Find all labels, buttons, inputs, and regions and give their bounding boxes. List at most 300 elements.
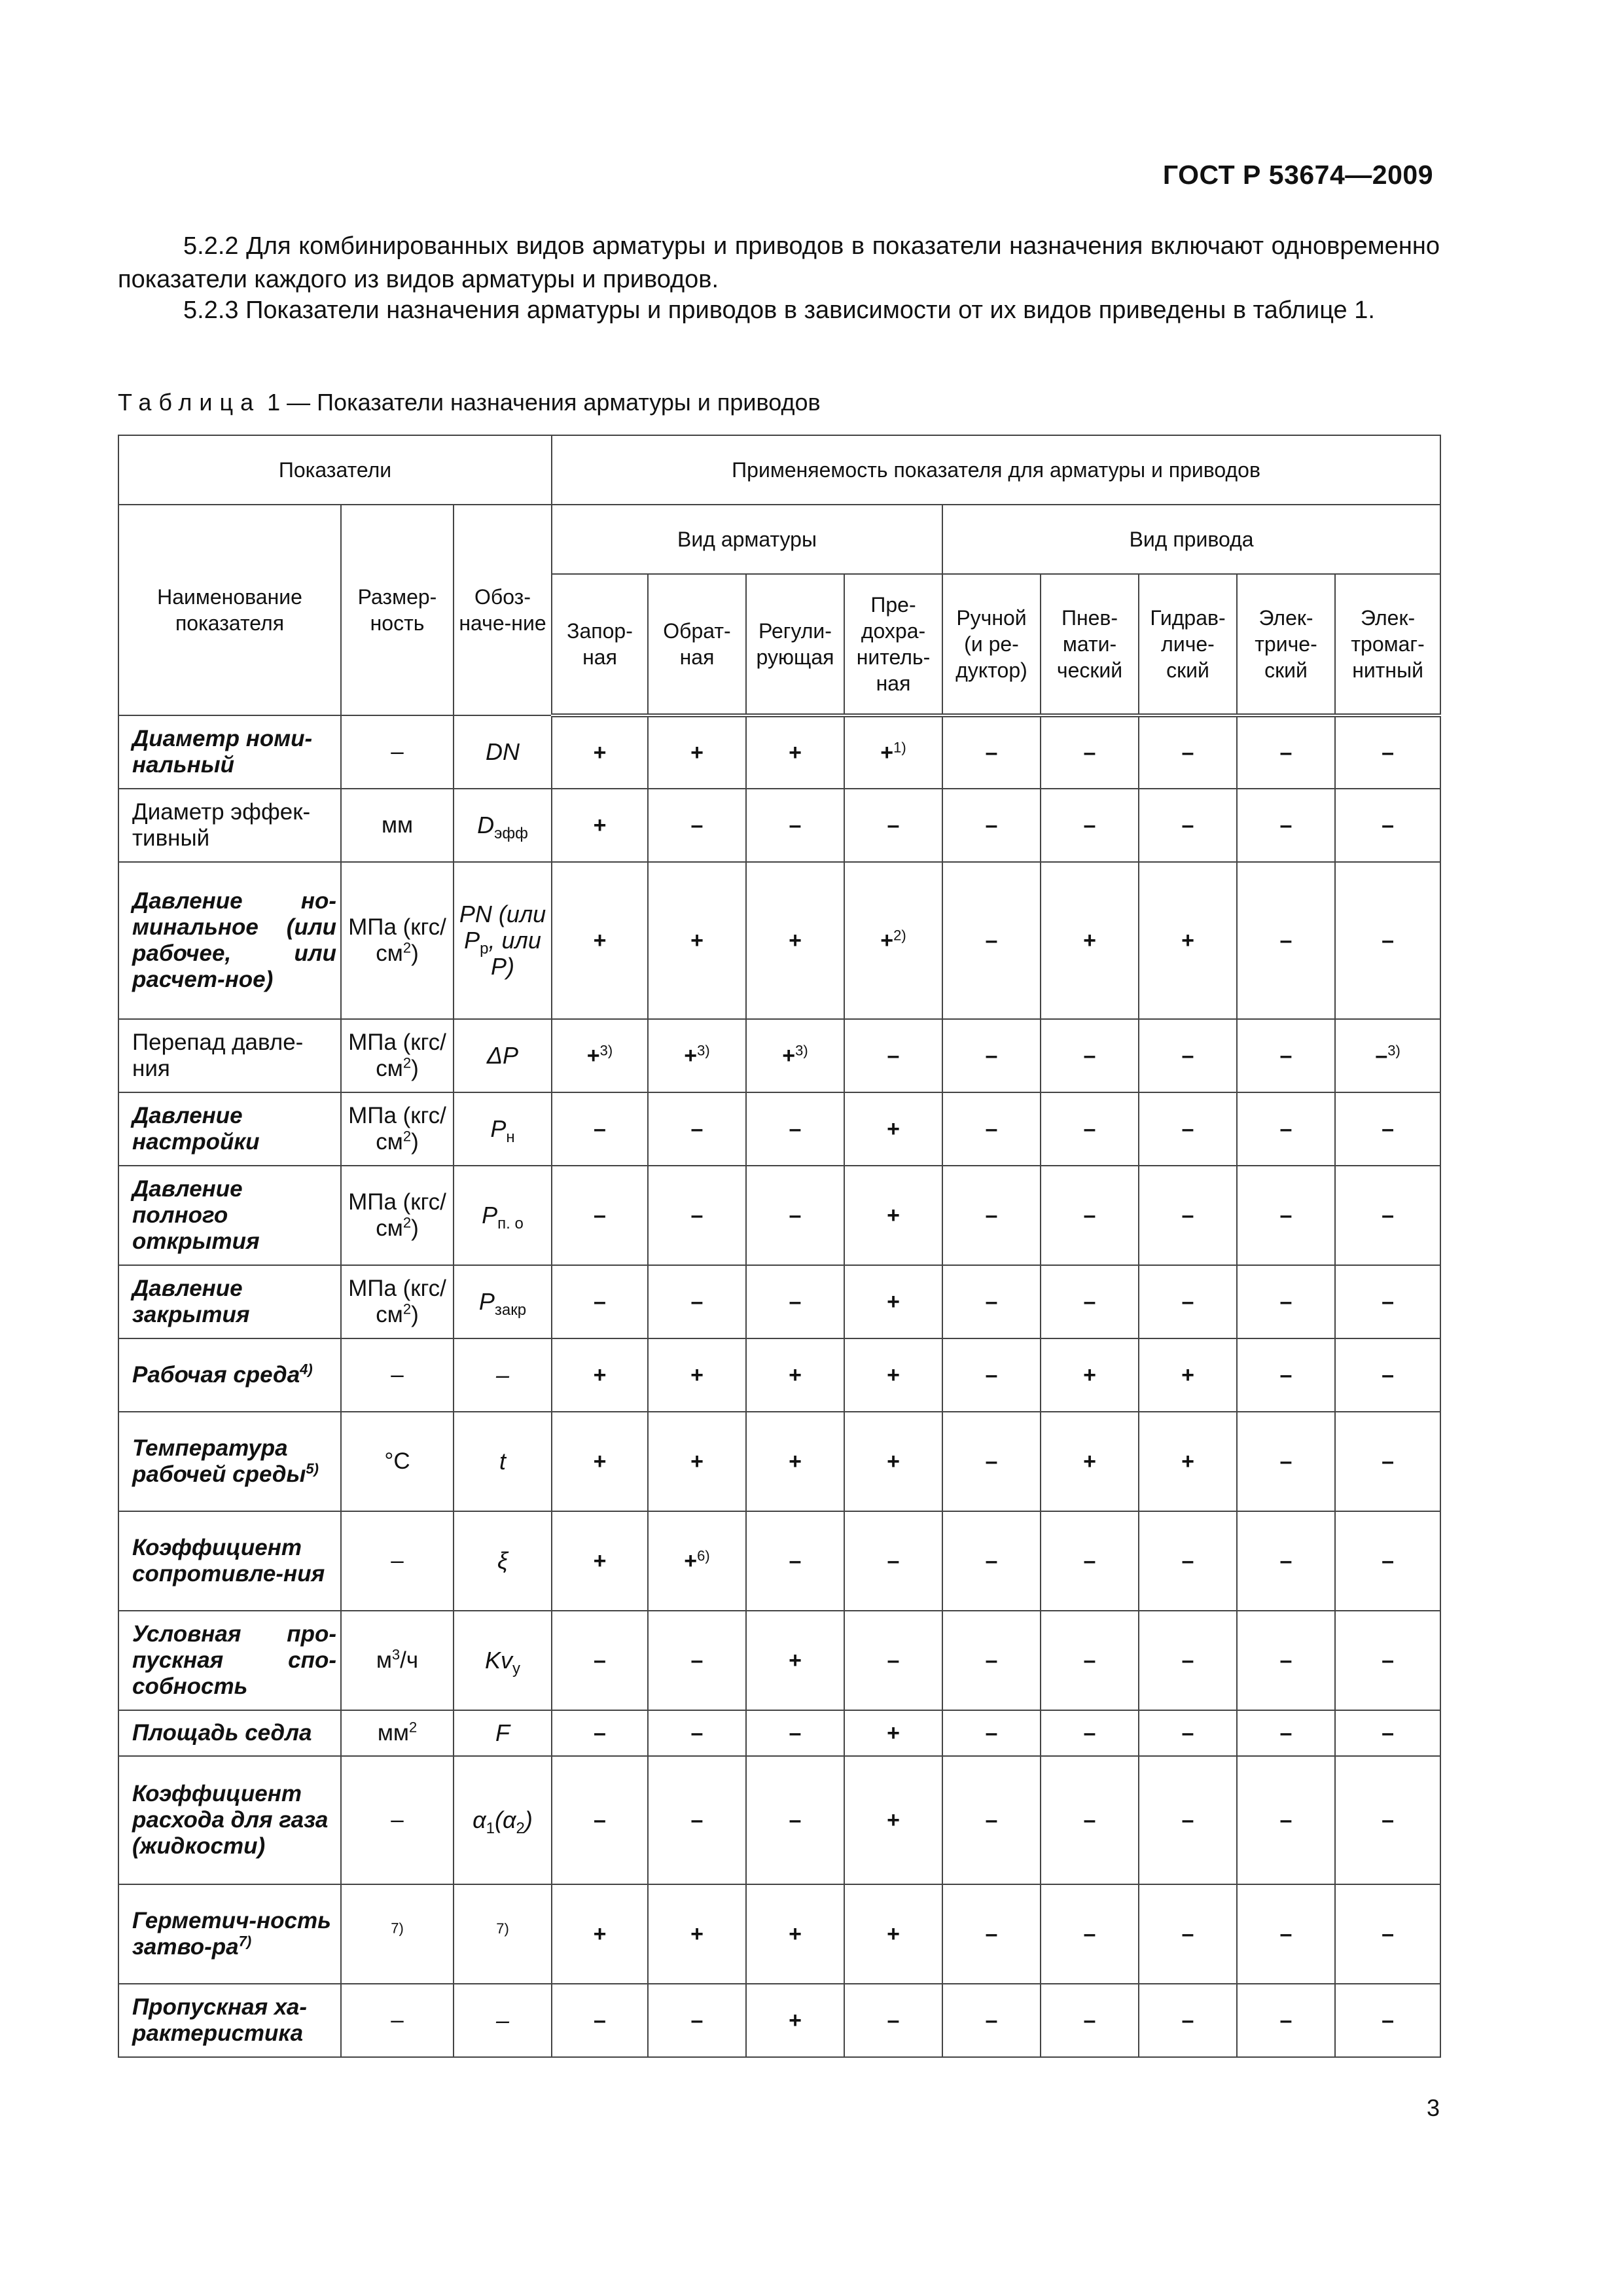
dash-mark: –	[1375, 1043, 1388, 1068]
dash-mark: –	[1279, 1808, 1293, 1833]
row-designation	[454, 1412, 552, 1511]
applicability-cell	[746, 1338, 844, 1412]
applicability-cell	[1237, 1338, 1335, 1412]
row-designation	[454, 1019, 552, 1092]
dash-mark: –	[1181, 813, 1194, 838]
dash-mark: –	[1382, 1363, 1395, 1388]
symbol-text: ΔP	[486, 1042, 519, 1069]
header-dimension: Размер-ность	[341, 505, 454, 715]
unit-text: )	[411, 1215, 419, 1241]
applicability-cell	[1237, 1984, 1335, 2057]
row-name	[118, 1984, 341, 2057]
row-designation	[454, 1338, 552, 1412]
row-dimension	[341, 862, 454, 1019]
row-dimension	[341, 1019, 454, 1092]
dash-mark: –	[789, 1549, 802, 1573]
applicability-cell	[1041, 1756, 1139, 1884]
applicability-cell	[942, 1611, 1041, 1710]
unit-text: –	[391, 739, 404, 764]
symbol-subscript: 2	[516, 1820, 525, 1838]
applicability-cell	[746, 789, 844, 862]
plus-mark: +	[1181, 1449, 1194, 1474]
plus-mark: +	[789, 2008, 802, 2033]
applicability-cell	[1335, 1756, 1440, 1884]
plus-mark: +	[789, 1922, 802, 1946]
row-dimension	[341, 1756, 454, 1884]
plus-mark: +	[593, 1363, 607, 1388]
applicability-cell	[844, 1338, 942, 1412]
symbol-text: F	[495, 1719, 510, 1746]
plus-mark: +	[586, 1043, 600, 1068]
table-row	[118, 1338, 1440, 1412]
plus-mark: +	[690, 1449, 704, 1474]
applicability-cell	[1041, 789, 1139, 862]
footnote-ref: 7)	[391, 1920, 404, 1937]
table-row	[118, 1710, 1440, 1756]
applicability-cell	[1041, 1019, 1139, 1092]
dash-mark: –	[789, 1808, 802, 1833]
dash-mark: –	[985, 1922, 998, 1946]
applicability-cell	[1237, 1710, 1335, 1756]
applicability-cell	[1139, 1884, 1237, 1984]
applicability-cell	[648, 1265, 746, 1338]
footnote-ref: 4)	[300, 1361, 313, 1378]
applicability-cell	[844, 1265, 942, 1338]
footnote-ref: 6)	[697, 1547, 710, 1564]
applicability-cell	[942, 1511, 1041, 1611]
row-dimension	[341, 1166, 454, 1265]
applicability-cell	[1041, 1511, 1139, 1611]
header-valve-type: Вид арматуры	[552, 505, 942, 574]
dash-mark: –	[1279, 1549, 1293, 1573]
applicability-cell	[844, 715, 942, 789]
dash-mark: –	[1083, 1922, 1096, 1946]
dash-mark: –	[789, 813, 802, 838]
row-dimension	[341, 1412, 454, 1511]
row-dimension	[341, 789, 454, 862]
row-name-text: Пропускная ха-рактеристика	[132, 1994, 308, 2046]
dash-mark: –	[1382, 928, 1395, 953]
unit-text: )	[411, 1302, 419, 1327]
row-name-text: Давление полного открытия	[132, 1176, 260, 1254]
dash-mark: –	[985, 1721, 998, 1746]
dash-mark: –	[1083, 1203, 1096, 1228]
applicability-cell	[552, 1884, 648, 1984]
applicability-cell	[1041, 1265, 1139, 1338]
dash-mark: –	[1279, 1648, 1293, 1673]
table-row	[118, 1984, 1440, 2057]
dash-mark: –	[1181, 1117, 1194, 1141]
dash-mark: –	[594, 1289, 606, 1314]
dash-mark: –	[594, 1721, 606, 1746]
unit-text: –	[391, 1362, 404, 1388]
row-designation	[454, 1710, 552, 1756]
symbol-text: DN	[486, 738, 520, 765]
dash-mark: –	[1181, 1043, 1194, 1068]
applicability-cell	[1041, 1338, 1139, 1412]
symbol-subscript: н	[506, 1128, 515, 1147]
row-name-text: Давление но-минальное (или рабочее, или расчет-ное)	[132, 888, 336, 992]
plus-mark: +	[880, 740, 894, 765]
symbol-subscript: п. о	[497, 1215, 524, 1233]
applicability-cell	[648, 1710, 746, 1756]
applicability-cell	[648, 1019, 746, 1092]
applicability-cell	[1139, 1265, 1237, 1338]
applicability-cell	[648, 1756, 746, 1884]
footnote-ref: 7)	[238, 1933, 252, 1950]
unit-text: МПа (кгс/см	[348, 914, 446, 966]
dash-mark: –	[1382, 813, 1395, 838]
table-row	[118, 1019, 1440, 1092]
applicability-cell	[844, 862, 942, 1019]
table-row	[118, 789, 1440, 862]
plus-mark: +	[789, 928, 802, 953]
unit-text: м	[376, 1647, 392, 1673]
applicability-cell	[1237, 1166, 1335, 1265]
paragraph-5-2-2: 5.2.2 Для комбинированных видов арматуры и приводов в показатели назначения включают одновременно показатели каждого из видов арматуры и приводов.	[118, 232, 1440, 293]
row-name-text: Диаметр номи-нальный	[132, 726, 313, 778]
applicability-cell	[648, 1338, 746, 1412]
header-drive-type: Вид привода	[942, 505, 1440, 574]
row-name-text: Герметич-ность затво-ра	[132, 1908, 331, 1960]
applicability-cell	[746, 1166, 844, 1265]
header-shutoff: Запор-ная	[552, 574, 648, 715]
footnote-ref: 7)	[496, 1920, 509, 1937]
dash-mark: –	[985, 1203, 998, 1228]
symbol-text: P	[490, 1115, 507, 1142]
dash-mark: –	[1279, 740, 1293, 765]
applicability-cell	[648, 1884, 746, 1984]
indicators-table	[118, 435, 1441, 2058]
plus-mark: +	[782, 1043, 796, 1068]
dash-mark: –	[789, 1289, 802, 1314]
applicability-cell	[1335, 1710, 1440, 1756]
dash-mark: –	[1279, 1043, 1293, 1068]
applicability-cell	[844, 1019, 942, 1092]
unit-text: МПа (кгс/см	[348, 1276, 446, 1327]
applicability-cell	[1139, 1338, 1237, 1412]
row-name-text: Температура рабочей среды	[132, 1435, 306, 1487]
unit-text: °С	[384, 1448, 410, 1474]
applicability-cell	[552, 1166, 648, 1265]
dash-mark: –	[1382, 1549, 1395, 1573]
header-name: Наименование показателя	[118, 505, 341, 715]
applicability-cell	[1237, 1019, 1335, 1092]
applicability-cell	[1139, 1611, 1237, 1710]
applicability-cell	[1139, 789, 1237, 862]
dash-mark: –	[690, 2008, 704, 2033]
applicability-cell	[1237, 1611, 1335, 1710]
row-name-text: Давление закрытия	[132, 1276, 250, 1327]
row-designation	[454, 862, 552, 1019]
dash-mark: –	[1181, 2008, 1194, 2033]
dash-mark: –	[789, 1203, 802, 1228]
dash-mark: –	[1382, 1808, 1395, 1833]
dash-mark: –	[690, 1808, 704, 1833]
dash-mark: –	[887, 1648, 900, 1673]
unit-text: МПа (кгс/см	[348, 1189, 446, 1241]
applicability-cell	[1139, 1710, 1237, 1756]
plus-mark: +	[789, 1363, 802, 1388]
applicability-cell	[942, 789, 1041, 862]
plus-mark: +	[887, 1808, 900, 1833]
dash-mark: –	[985, 740, 998, 765]
dash-mark: –	[1083, 740, 1096, 765]
applicability-cell	[746, 862, 844, 1019]
plus-mark: +	[593, 928, 607, 953]
applicability-cell	[552, 1265, 648, 1338]
table-row	[118, 1265, 1440, 1338]
row-designation	[454, 1166, 552, 1265]
unit-exponent: 2	[402, 1054, 412, 1071]
applicability-cell	[648, 1984, 746, 2057]
applicability-cell	[942, 1756, 1041, 1884]
plus-mark: +	[690, 740, 704, 765]
plus-mark: +	[593, 813, 607, 838]
dash-mark: –	[1279, 928, 1293, 953]
row-designation	[454, 1265, 552, 1338]
table-row	[118, 1884, 1440, 1984]
row-name-text: Давление настройки	[132, 1103, 260, 1155]
unit-exponent: 2	[402, 1214, 412, 1231]
applicability-cell	[1139, 1412, 1237, 1511]
row-designation	[454, 1984, 552, 2057]
row-name-text: Площадь седла	[132, 1720, 312, 1746]
applicability-cell	[844, 1166, 942, 1265]
symbol-text: ξ	[497, 1547, 508, 1574]
dash-mark: –	[594, 1117, 606, 1141]
dash-mark: –	[1181, 740, 1194, 765]
plus-mark: +	[1083, 928, 1096, 953]
dash-mark: –	[1279, 1203, 1293, 1228]
plus-mark: +	[1181, 1363, 1194, 1388]
applicability-cell	[746, 1412, 844, 1511]
dash-mark: –	[1382, 2008, 1395, 2033]
dash-mark: –	[887, 2008, 900, 2033]
unit-exponent: 2	[402, 1128, 412, 1145]
applicability-cell	[552, 1338, 648, 1412]
header-indicators: Показатели	[118, 435, 552, 505]
dash-mark: –	[789, 1117, 802, 1141]
symbol-text: t	[499, 1448, 506, 1475]
applicability-cell	[648, 1511, 746, 1611]
symbol-text: D	[477, 812, 495, 838]
applicability-cell	[1041, 1166, 1139, 1265]
dash-mark: –	[1382, 1117, 1395, 1141]
table-row	[118, 1511, 1440, 1611]
applicability-cell	[844, 1412, 942, 1511]
applicability-cell	[1041, 1092, 1139, 1166]
applicability-cell	[1041, 1710, 1139, 1756]
plus-mark: +	[887, 1449, 900, 1474]
applicability-cell	[844, 1884, 942, 1984]
plus-mark: +	[887, 1922, 900, 1946]
plus-mark: +	[684, 1549, 698, 1573]
unit-text: )	[411, 1056, 419, 1081]
dash-mark: –	[985, 1363, 998, 1388]
applicability-cell	[648, 789, 746, 862]
footnote-ref: 1)	[893, 739, 906, 756]
row-name	[118, 1412, 341, 1511]
dash-mark: –	[1083, 1808, 1096, 1833]
applicability-cell	[746, 1611, 844, 1710]
plus-mark: +	[690, 928, 704, 953]
applicability-cell	[552, 1412, 648, 1511]
applicability-cell	[942, 1984, 1041, 2057]
plus-mark: +	[887, 1363, 900, 1388]
row-designation	[454, 715, 552, 789]
applicability-cell	[1041, 1984, 1139, 2057]
row-name	[118, 1166, 341, 1265]
plus-mark: +	[690, 1363, 704, 1388]
dash-mark: –	[985, 1289, 998, 1314]
applicability-cell	[942, 1265, 1041, 1338]
applicability-cell	[1237, 1511, 1335, 1611]
dash-mark: –	[985, 1808, 998, 1833]
applicability-cell	[844, 789, 942, 862]
row-name	[118, 1511, 341, 1611]
row-name	[118, 1338, 341, 1412]
dash-mark: –	[985, 1449, 998, 1474]
applicability-cell	[844, 1984, 942, 2057]
applicability-cell	[1335, 1412, 1440, 1511]
applicability-cell	[648, 862, 746, 1019]
dash-mark: –	[1083, 1721, 1096, 1746]
footnote-ref: 3)	[599, 1042, 613, 1059]
dash-mark: –	[1181, 1289, 1194, 1314]
dash-mark: –	[1181, 1721, 1194, 1746]
dash-mark: –	[690, 1289, 704, 1314]
applicability-cell	[1041, 1611, 1139, 1710]
row-dimension	[341, 1984, 454, 2057]
applicability-cell	[648, 1611, 746, 1710]
unit-text: –	[391, 1807, 404, 1833]
dash-mark: –	[1181, 1922, 1194, 1946]
applicability-cell	[1335, 1166, 1440, 1265]
row-dimension	[341, 1092, 454, 1166]
applicability-cell	[942, 1412, 1041, 1511]
applicability-cell	[1237, 789, 1335, 862]
dash-mark: –	[1279, 1289, 1293, 1314]
row-name-text: Перепад давле-ния	[132, 1030, 304, 1081]
applicability-cell	[942, 1338, 1041, 1412]
dash-mark: –	[887, 813, 900, 838]
row-dimension	[341, 1338, 454, 1412]
row-name-text: Условная про-пускная спо-собность	[132, 1621, 336, 1699]
applicability-cell	[746, 715, 844, 789]
footnote-ref: 3)	[1387, 1042, 1400, 1059]
dash-mark: –	[985, 1117, 998, 1141]
applicability-cell	[942, 1019, 1041, 1092]
plus-mark: +	[1083, 1363, 1096, 1388]
dash-mark: –	[1279, 1449, 1293, 1474]
unit-text: )	[411, 1129, 419, 1155]
row-name	[118, 789, 341, 862]
applicability-cell	[552, 789, 648, 862]
applicability-cell	[844, 1710, 942, 1756]
row-designation	[454, 1511, 552, 1611]
applicability-cell	[1139, 1019, 1237, 1092]
applicability-cell	[1237, 1884, 1335, 1984]
dash-mark: –	[1279, 1721, 1293, 1746]
row-name-text: Рабочая среда	[132, 1362, 300, 1388]
dash-mark: –	[594, 1808, 606, 1833]
dash-mark: –	[1083, 1289, 1096, 1314]
plus-mark: +	[684, 1043, 698, 1068]
symbol-subscript: эфф	[494, 825, 528, 843]
row-name-text: Коэффициент расхода для газа (жидкости)	[132, 1781, 329, 1859]
row-designation	[454, 789, 552, 862]
table-row	[118, 715, 1440, 789]
dash-mark: –	[1083, 813, 1096, 838]
row-dimension	[341, 1265, 454, 1338]
header-pneumatic: Пнев-мати-ческий	[1041, 574, 1139, 715]
applicability-cell	[942, 1092, 1041, 1166]
document-code: ГОСТ Р 53674—2009	[1162, 160, 1433, 190]
dash-mark: –	[690, 1648, 704, 1673]
applicability-cell	[1139, 1166, 1237, 1265]
applicability-cell	[1237, 1756, 1335, 1884]
dash-mark: –	[1181, 1549, 1194, 1573]
symbol-text: P	[482, 1202, 498, 1229]
symbol-text: (α	[495, 1806, 516, 1833]
unit-text: МПа (кгс/см	[348, 1030, 446, 1081]
dash-mark: –	[1382, 1289, 1395, 1314]
table-row	[118, 1412, 1440, 1511]
symbol-text: PN (или P	[459, 901, 546, 954]
row-name	[118, 1884, 341, 1984]
applicability-cell	[746, 1884, 844, 1984]
symbol-subscript: закр	[494, 1301, 527, 1319]
dash-mark: –	[1181, 1648, 1194, 1673]
symbol-text: –	[495, 1361, 510, 1388]
dash-mark: –	[985, 1043, 998, 1068]
applicability-cell	[1041, 1412, 1139, 1511]
applicability-cell	[1335, 789, 1440, 862]
dash-mark: –	[887, 1549, 900, 1573]
dash-mark: –	[594, 2008, 606, 2033]
row-name-text: Диаметр эффек-тивный	[132, 799, 311, 851]
applicability-cell	[1335, 862, 1440, 1019]
dash-mark: –	[1279, 1922, 1293, 1946]
plus-mark: +	[887, 1721, 900, 1746]
applicability-cell	[648, 715, 746, 789]
unit-exponent: 3	[391, 1646, 401, 1663]
footnote-ref: 3)	[697, 1042, 710, 1059]
header-control: Регули-рующая	[746, 574, 844, 715]
symbol-text: )	[524, 1806, 533, 1833]
dash-mark: –	[1382, 1648, 1395, 1673]
applicability-cell	[746, 1984, 844, 2057]
dash-mark: –	[1083, 1648, 1096, 1673]
plus-mark: +	[880, 928, 894, 953]
applicability-cell	[1335, 715, 1440, 789]
table-caption: Таблица 1 — Показатели назначения арматуры и приводов	[118, 389, 821, 416]
dash-mark: –	[1382, 740, 1395, 765]
footnote-ref: 2)	[893, 927, 906, 944]
dash-mark: –	[887, 1043, 900, 1068]
footnote-ref: 5)	[306, 1460, 319, 1477]
table-row	[118, 862, 1440, 1019]
plus-mark: +	[690, 1922, 704, 1946]
table-body	[118, 715, 1440, 2057]
symbol-text: , или P)	[488, 927, 541, 980]
dash-mark: –	[1382, 1922, 1395, 1946]
applicability-cell	[942, 1166, 1041, 1265]
plus-mark: +	[789, 1449, 802, 1474]
dash-mark: –	[1181, 1203, 1194, 1228]
unit-text: –	[391, 2007, 404, 2033]
